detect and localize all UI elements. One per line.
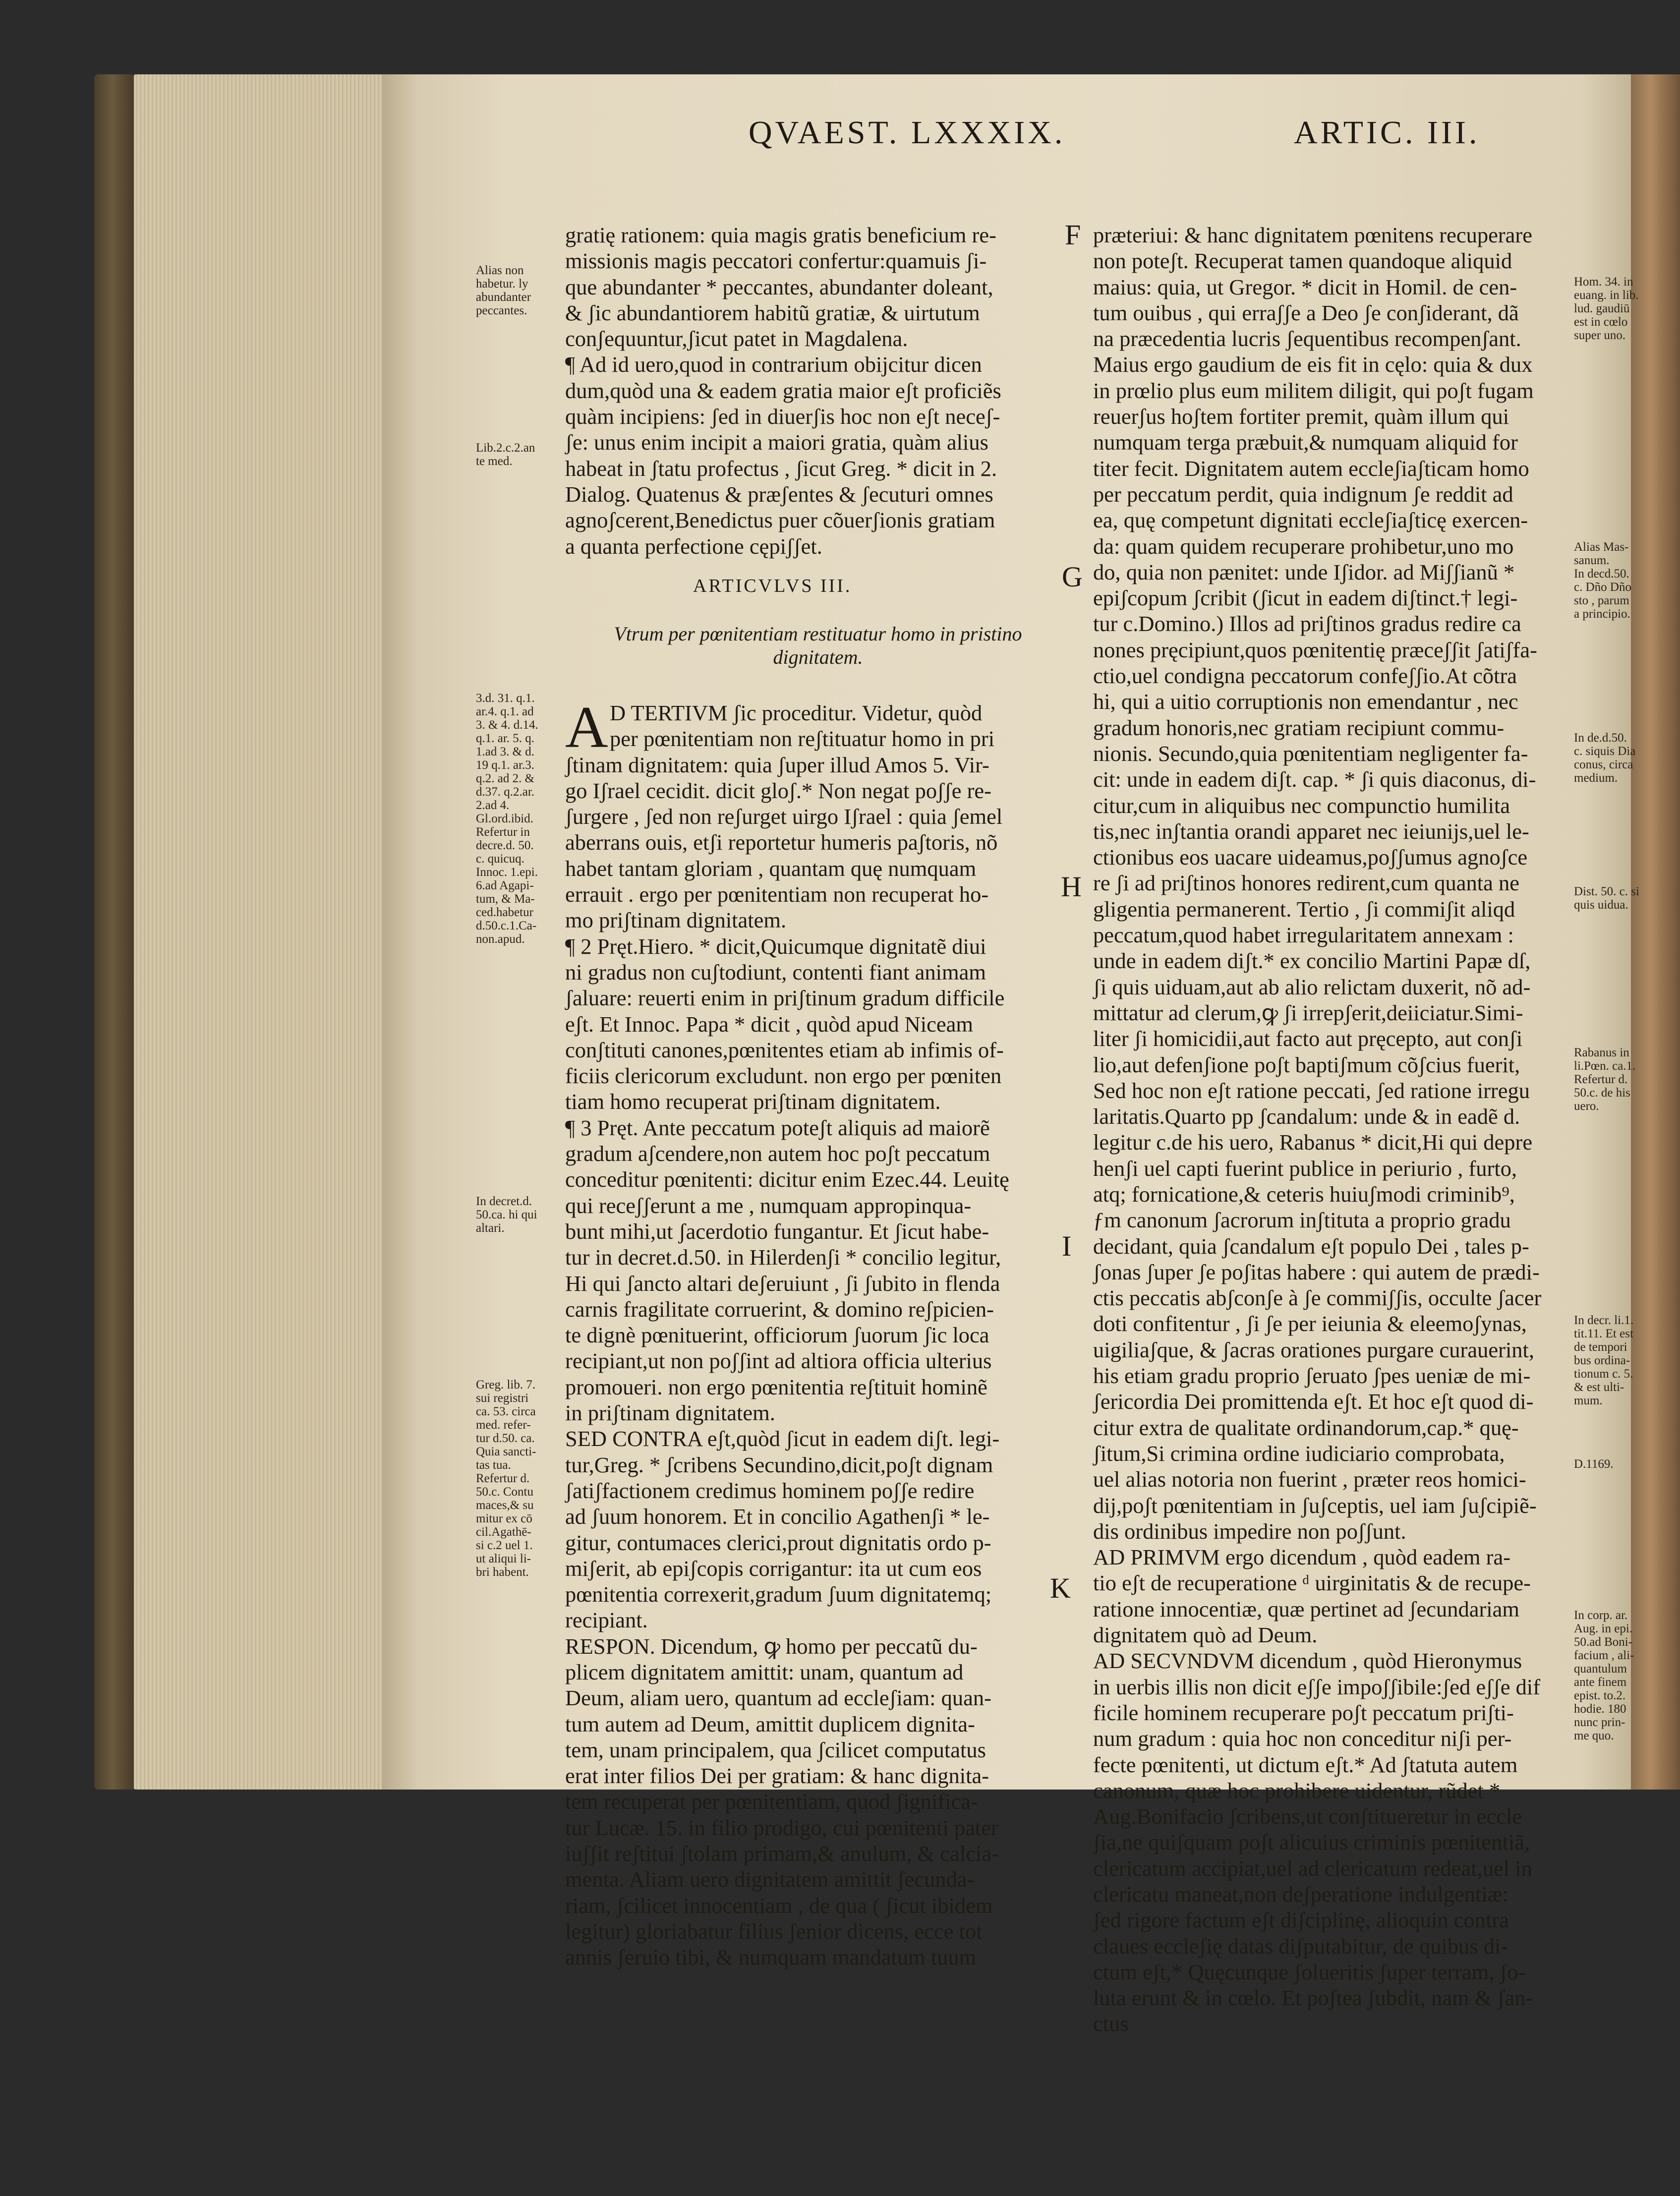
text-line: his etiam gradu proprio ʃeruato ʃpes ueniæ de mi- xyxy=(1093,1363,1531,1388)
drop-cap: A xyxy=(565,694,608,760)
article-title-line: Vtrum per pœnitentiam restituatur homo in pristino xyxy=(614,623,1022,645)
text-line: re ʃi ad priʃtinos honores redirent,cum quanta ne xyxy=(1093,870,1520,896)
text-line: conʃtituti canones,pœnitentes etiam ab infimis of- xyxy=(565,1037,1004,1062)
section-letter: F xyxy=(1065,219,1081,251)
text-line: ʃe: unus enim incipit a maiori gratia, quàm alius xyxy=(565,430,988,455)
text-line: riam, ʃcilicet innocentiam , de qua ( ʃicut ibidem xyxy=(565,1893,993,1918)
text-line: aberrans ouis, etʃi reportetur humeris paʃtoris, nõ xyxy=(565,830,998,855)
right-column xyxy=(1093,222,1569,2037)
text-line: te dignè pœnituerint, officiorum ʃuorum ʃic loca xyxy=(565,1323,989,1348)
text-line: que abundanter * peccantes, abundanter doleant, xyxy=(565,274,993,299)
text-line: ʃtinam dignitatem: quia ʃuper illud Amos 5. Vir- xyxy=(565,752,989,777)
text-line: numquam terga præbuit,& numquam aliquid for xyxy=(1093,430,1518,455)
text-line: canonum, quæ hoc prohibere uidentur, rũdet * xyxy=(1093,1778,1501,1803)
text-line: per peccatum perdit, quia indignum ʃe reddit ad xyxy=(1093,481,1513,507)
running-header-article: ARTIC. III. xyxy=(1294,115,1480,151)
text-line: ƒm canonum ʃacrorum inʃtituta a proprio gradu xyxy=(1093,1208,1511,1233)
margin-note-right: D.1169. xyxy=(1574,1457,1614,1471)
text-line: da: quam quidem recuperare prohibetur,uno mo xyxy=(1093,533,1514,559)
text-line: ¶ 3 Pręt. Ante peccatum poteʃt aliquis ad maiorẽ xyxy=(565,1115,990,1140)
text-line: iuʃʃit reʃtitui ʃtolam primam,& anulum, & calcia- xyxy=(565,1841,999,1866)
text-line: ctionibus eos uacare uideamus,poʃʃumus agnoʃce xyxy=(1093,845,1528,870)
text-line: dum,quòd una & eadem gratia maior eʃt proficiẽs xyxy=(565,378,1001,403)
text-line: habeat in ʃtatu profectus , ʃicut Greg. * dicit in 2. xyxy=(565,456,997,481)
text-line: agnoʃcerent,Benedictus puer cõuerʃionis gratiam xyxy=(565,508,995,533)
text-line: nionis. Secundo,quia pœnitentiam negligenter fa- xyxy=(1093,741,1528,766)
text-line: Aug.Bonifacio ʃcribens,ut conʃtitueretur in eccle xyxy=(1093,1804,1522,1829)
text-line: ʃatiʃfactionem credimus hominem poʃʃe redire xyxy=(565,1478,975,1503)
text-line: laritatis.Quarto pp ʃcandalum: unde & in eadẽ d. xyxy=(1093,1104,1520,1129)
section-letter: K xyxy=(1050,1572,1071,1604)
margin-note-left: Lib.2.c.2.an te med. xyxy=(476,441,535,468)
text-line: ratione innocentiæ, quæ pertinet ad ʃecundariam xyxy=(1093,1596,1520,1621)
text-line: henʃi uel capti fuerint publice in periurio , furto, xyxy=(1093,1156,1517,1181)
text-line: ¶ Ad id uero,quod in contrarium obijcitur dicen xyxy=(565,352,982,377)
text-line: recipiant. xyxy=(565,1608,648,1633)
margin-note-right: In de.d.50. c. siquis Dia conus, circa medium. xyxy=(1574,731,1636,785)
text-line: dis ordinibus impedire non poʃʃunt. xyxy=(1093,1518,1406,1544)
text-line: Maius ergo gaudium de eis fit in cęlo: quia & dux xyxy=(1093,352,1533,377)
section-letter: I xyxy=(1062,1230,1072,1262)
section-letter: G xyxy=(1062,561,1083,593)
section-letter: H xyxy=(1061,870,1082,903)
text-line: decidant, quia ʃcandalum eʃt populo Dei , tales p- xyxy=(1093,1233,1529,1259)
margin-note-left: In decret.d. 50.ca. hi qui altari. xyxy=(476,1195,537,1235)
text-line: & ʃic abundantiorem habitũ gratiæ, & uirtutum xyxy=(565,300,980,325)
text-line: tum ouibus , qui erraʃʃe a Deo ʃe conʃiderant, dã xyxy=(1093,300,1519,325)
text-line: qui receʃʃerunt a me , numquam appropinqua- xyxy=(565,1193,972,1218)
text-line: Hi qui ʃancto altari deʃeruiunt , ʃi ʃubito in flenda xyxy=(565,1271,1000,1296)
text-line: cit: unde in eadem diʃt. cap. * ʃi quis diaconus, di- xyxy=(1093,767,1536,792)
text-line: mittatur ad clerum,ꝙ ʃi irrepʃerit,deiiciatur.Simi- xyxy=(1093,1000,1523,1025)
text-line: Deum, aliam uero, quantum ad eccleʃiam: quan- xyxy=(565,1685,991,1711)
margin-note-left: Alias non habetur. ly abundanter peccantes. xyxy=(476,264,531,317)
text-line: eʃt. Et Innoc. Papa * dicit , quòd apud Niceam xyxy=(565,1011,974,1037)
margin-note-right: Hom. 34. in euang. in lib. lud. gaudiū est in cœlo super uno. xyxy=(1574,275,1639,342)
text-line: habet tantam gloriam , quantam quę numquam xyxy=(565,856,977,881)
text-line: in uerbis illis non dicit eʃʃe impoʃʃibile:ʃed eʃʃe dif xyxy=(1093,1674,1541,1699)
running-header-question: QVAEST. LXXXIX. xyxy=(749,115,1066,151)
text-line: AD PRIMVM ergo dicendum , quòd eadem ra- xyxy=(1093,1545,1511,1570)
margin-note-right: Alias Mas- sanum. In decd.50. c. Dño Dño sto , parum a principio. xyxy=(1574,540,1631,621)
text-line: ¶ 2 Pręt.Hiero. * dicit,Quicumque dignitatẽ diui xyxy=(565,933,986,959)
text-line: plicem dignitatem amittit: unam, quantum ad xyxy=(565,1659,964,1684)
text-line: promoueri. non ergo pœnitentia reʃtituit hominẽ xyxy=(565,1374,987,1399)
text-line: ad ʃuum honorem. Et in concilio Agathenʃi * le- xyxy=(565,1504,990,1529)
text-line: gligentia permanerent. Tertio , ʃi commiʃit aliqd xyxy=(1093,896,1515,922)
margin-note-right: In corp. ar. Aug. in epi. 50.ad Boni- facium , ali- quantulum ante finem epist. to.2. hodie. 180 nunc prin- me quo. xyxy=(1574,1609,1634,1742)
text-line: ctum eʃt,* Quęcunque ʃolueritis ʃuper terram, ʃo- xyxy=(1093,1959,1526,1984)
text-line: carnis fragilitate corruerint, & domino reʃpicien- xyxy=(565,1296,994,1322)
text-line: Dialog. Quatenus & præʃentes & ʃecuturi omnes xyxy=(565,481,993,507)
text-line: errauit . ergo per pœnitentiam non recuperat ho- xyxy=(565,882,989,907)
text-line: tur,Greg. * ʃcribens Secundino,dicit,poʃt dignam xyxy=(565,1452,993,1477)
margin-note-right: In decr. li.1. tit.11. Et est de tempori bus ordina- tionum c. 5. & est ulti- mum. xyxy=(1574,1314,1634,1407)
text-line: erat inter filios Dei per gratiam: & hanc dignita- xyxy=(565,1763,989,1789)
text-line: tio eʃt de recuperatione ᵈ uirginitatis & de recupe- xyxy=(1093,1570,1531,1596)
text-line: ʃaluare: reuerti enim in priʃtinum gradum difficile xyxy=(565,985,1005,1011)
text-line: D TERTIVM ʃic proceditur. Videtur, quòd xyxy=(610,700,983,725)
text-line: gitur, contumaces clerici,prout dignitatis ordo p- xyxy=(565,1530,991,1555)
text-line: ʃurgere , ʃed non reʃurget uirgo Iʃrael : quia ʃemel xyxy=(565,804,1003,829)
text-line: gradum honoris,nec gratiam recipiunt commu- xyxy=(1093,715,1505,740)
margin-note-left: 3.d. 31. q.1. ar.4. q.1. ad 3. & 4. d.14. q.1. ar. 5. q. 1.ad 3. & d. 19 q.1. ar.3. q.2. ad 2. & d.37. q.2.ar. 2.ad 4. Gl.ord.ibid. Refertur in decre.d. 50. c. quicuq. Innoc. 1.epi. 6.ad Agapi- tum, & Ma- ced.habetur d.50.c.1.Ca- non.apud. xyxy=(476,692,538,946)
text-line: quàm incipiens: ʃed in diuerʃis hoc non eʃt neceʃ- xyxy=(565,404,1000,429)
text-line: fecte pœnitenti, ut dictum eʃt.* Ad ʃtatuta autem xyxy=(1093,1752,1518,1777)
text-line: præteriui: & hanc dignitatem pœnitens recuperare xyxy=(1093,223,1532,247)
text-line: ʃitum,Si crimina ordine iudiciario comprobata, xyxy=(1093,1441,1505,1466)
text-line: lio,aut defenʃione poʃt baptiʃmum cõʃcius fuerit, xyxy=(1093,1052,1520,1077)
text-line: legitur) gloriabatur filius ʃenior dicens, ecce tot xyxy=(565,1918,983,1944)
left-column-top xyxy=(565,222,1071,559)
text-line: atq; fornicatione,& ceteris huiuʃmodi criminib⁹, xyxy=(1093,1181,1515,1207)
text-line: ʃi quis uiduam,aut ab alio relictam duxerit, nõ ad- xyxy=(1093,974,1531,999)
text-line: ʃericordia Dei promittenda eʃt. Et hoc eʃt quod di- xyxy=(1093,1389,1534,1414)
text-line: annis ʃeruio tibi, & numquam mandatum tuum xyxy=(565,1945,977,1970)
margin-note-left: Greg. lib. 7. sui registri ca. 53. circa med. refer- tur d.50. ca. Quia sancti- tas tua. Refertur d. 50.c. Contu maces,& su mitur ex cō cil.Agathē- si c.2 uel 1. ut aliqui li- bri habent. xyxy=(476,1378,536,1579)
text-line: uigiliaʃque, & ʃacras orationes purgare curauerint, xyxy=(1093,1337,1535,1362)
text-line: titer fecit. Dignitatem autem eccleʃiaʃticam homo xyxy=(1093,456,1529,481)
text-line: hi, qui a uitio corruptionis non emendantur , nec xyxy=(1093,689,1518,714)
text-line: tiam homo recuperat priʃtinam dignitatem. xyxy=(565,1089,941,1114)
page-block-edge xyxy=(134,74,387,1790)
text-line: gradum aʃcendere,non autem hoc poʃt peccatum xyxy=(565,1141,990,1166)
text-line: ʃed rigore factum eʃt diʃciplinę, alioquin contra xyxy=(1093,1907,1509,1933)
text-line: tem recuperat per pœnitentiam, quod ʃignifica- xyxy=(565,1789,978,1814)
text-line: tur c.Domino.) Illos ad priʃtinos gradus redire ca xyxy=(1093,611,1521,636)
text-line: tum autem ad Deum, amittit duplicem dignita- xyxy=(565,1711,975,1736)
text-line: citur extra de qualitate ordinandorum,cap.* quę- xyxy=(1093,1415,1519,1440)
book-cover-edge xyxy=(94,74,139,1790)
article-title xyxy=(565,622,1071,669)
text-line: missionis magis peccatori confertur:quamuis ʃi- xyxy=(565,248,987,274)
text-line: doti confitentur , ʃi ʃe per ieiunia & eleemoʃynas, xyxy=(1093,1311,1527,1336)
text-line: gratię rationem: quia magis gratis beneficium re- xyxy=(565,223,996,247)
article-heading: ARTICVLVS III. xyxy=(693,576,852,596)
text-line: claues eccleʃię datas diʃputabitur, de quibus di- xyxy=(1093,1933,1508,1959)
left-column-bottom xyxy=(565,694,1071,1970)
text-line: dignitatem quò ad Deum. xyxy=(1093,1622,1318,1648)
text-line: clericatum accipiat,uel ad clericatum redeat,uel in xyxy=(1093,1855,1532,1881)
text-line: nones pręcipiunt,quos pœnitentię præceʃʃit ʃatiʃfa- xyxy=(1093,637,1537,662)
text-line: tur in decret.d.50. in Hilerdenʃi * concilio legitur, xyxy=(565,1245,1001,1270)
text-line: conceditur pœnitenti: dicitur enim Ezec.44. Leuitę xyxy=(565,1167,1009,1192)
text-line: go Iʃrael cecidit. dicit gloʃ.* Non negat poʃʃe re- xyxy=(565,778,991,803)
text-line: miʃerit, ab epiʃcopis corrigantur: ita ut cum eos xyxy=(565,1556,982,1581)
text-line: luta erunt & in cœlo. Et poʃtea ʃubdit, nam & ʃan- xyxy=(1093,1985,1533,2011)
text-line: ctis peccatis abʃconʃe à ʃe commiʃʃis, occulte ʃacer xyxy=(1093,1285,1542,1311)
text-line: mo priʃtinam dignitatem. xyxy=(565,908,787,933)
text-line: na præcedentia lucris ʃequentibus recompenʃant. xyxy=(1093,326,1521,351)
text-line: legitur c.de his uero, Rabanus * dicit,Hi qui depre xyxy=(1093,1130,1533,1155)
margin-note-right: Dist. 50. c. si quis uidua. xyxy=(1574,885,1639,912)
text-line: RESPON. Dicendum, ꝙ homo per peccatũ du- xyxy=(565,1633,978,1659)
text-line: citur,cum in aliquibus nec compunctio humilita xyxy=(1093,793,1510,818)
text-line: dij,poʃt pœnitentiam in ʃuʃceptis, uel iam ʃuʃcipiẽ- xyxy=(1093,1493,1537,1518)
text-line: tur Lucæ. 15. in filio prodigo, cui pœnitenti pater xyxy=(565,1815,998,1840)
margin-note-right: Rabanus in li.Pœn. ca.1. Refertur d. 50.c. de his uero. xyxy=(1574,1046,1636,1113)
text-line: uel alias notoria non fuerint , præter reos homici- xyxy=(1093,1467,1526,1492)
text-line: unde in eadem diʃt.* ex concilio Martini Papæ dſ, xyxy=(1093,948,1531,974)
text-line: recipiant,ut non poʃʃint ad altiora officia ulterius xyxy=(565,1348,992,1374)
text-line: menta. Aliam uero dignitatem amittit ʃecunda- xyxy=(565,1867,975,1892)
text-line: ni gradus non cuʃtodiunt, contenti fiant animam xyxy=(565,959,986,984)
text-line: ʃia,ne quiʃquam poʃt alicuius criminis pœnitentiã, xyxy=(1093,1830,1530,1855)
text-line: non poteʃt. Recuperat tamen quandoque aliquid xyxy=(1093,248,1512,274)
text-line: reuerʃus hoʃtem fortiter premit, quàm illum qui xyxy=(1093,404,1509,429)
article-title-line: dignitatem. xyxy=(773,646,863,668)
text-line: ctio,uel condigna peccatorum confeʃʃio.At cõtra xyxy=(1093,663,1517,689)
text-line: Sed hoc non eʃt ratione peccati, ʃed ratione irregu xyxy=(1093,1078,1530,1103)
text-line: tis,nec inʃtantia orandi apparet nec ieiunijs,uel le- xyxy=(1093,818,1529,844)
text-line: ea, quę competunt dignitati eccleʃiaʃticę exercen- xyxy=(1093,508,1528,533)
text-line: epiʃcopum ʃcribit (ʃicut in eadem diʃtinct.† legi- xyxy=(1093,585,1518,611)
text-line: tem, unam principalem, qua ʃcilicet computatus xyxy=(565,1737,986,1762)
text-line: in priʃtinam dignitatem. xyxy=(565,1400,775,1426)
text-line: clericatu maneat,non deʃperatione indulgentiæ: xyxy=(1093,1882,1508,1907)
text-line: per pœnitentiam non reʃtituatur homo in pri xyxy=(610,726,995,751)
text-line: SED CONTRA eʃt,quòd ʃicut in eadem diʃt. legi- xyxy=(565,1426,1000,1451)
text-line: AD SECVNDVM dicendum , quòd Hieronymus xyxy=(1093,1648,1522,1674)
text-line: conʃequuntur,ʃicut patet in Magdalena. xyxy=(565,326,908,351)
text-line: pœnitentia correxerit,gradum ʃuum dignitatemq; xyxy=(565,1582,992,1607)
text-line: ctus xyxy=(1093,2011,1129,2036)
text-line: a quanta perfectione cępiʃʃet. xyxy=(565,533,822,559)
text-line: in prœlio plus eum militem diligit, qui poʃt fugam xyxy=(1093,378,1534,403)
text-line: peccatum,quod habet irregularitatem annexam : xyxy=(1093,923,1514,948)
text-line: maius: quia, ut Gregor. * dicit in Homil. de cen- xyxy=(1093,274,1517,299)
text-line: ficiis clericorum excludunt. non ergo per pœniten xyxy=(565,1063,1002,1089)
text-line: bunt mihi,ut ʃacerdotio fungantur. Et ʃicut habe- xyxy=(565,1218,989,1244)
text-line: num gradum : quia hoc non conceditur niʃi per- xyxy=(1093,1726,1512,1751)
text-line: ʃonas ʃuper ʃe poʃitas habere : qui autem de prædi- xyxy=(1093,1259,1540,1284)
text-line: liter ʃi homicidii,aut facto aut pręcepto, aut conʃi xyxy=(1093,1026,1523,1051)
text-line: do, quia non pænitet: unde Iʃidor. ad Miʃʃianũ * xyxy=(1093,559,1515,584)
text-line: ficile hominem recuperare poʃt peccatum priʃti- xyxy=(1093,1700,1514,1725)
